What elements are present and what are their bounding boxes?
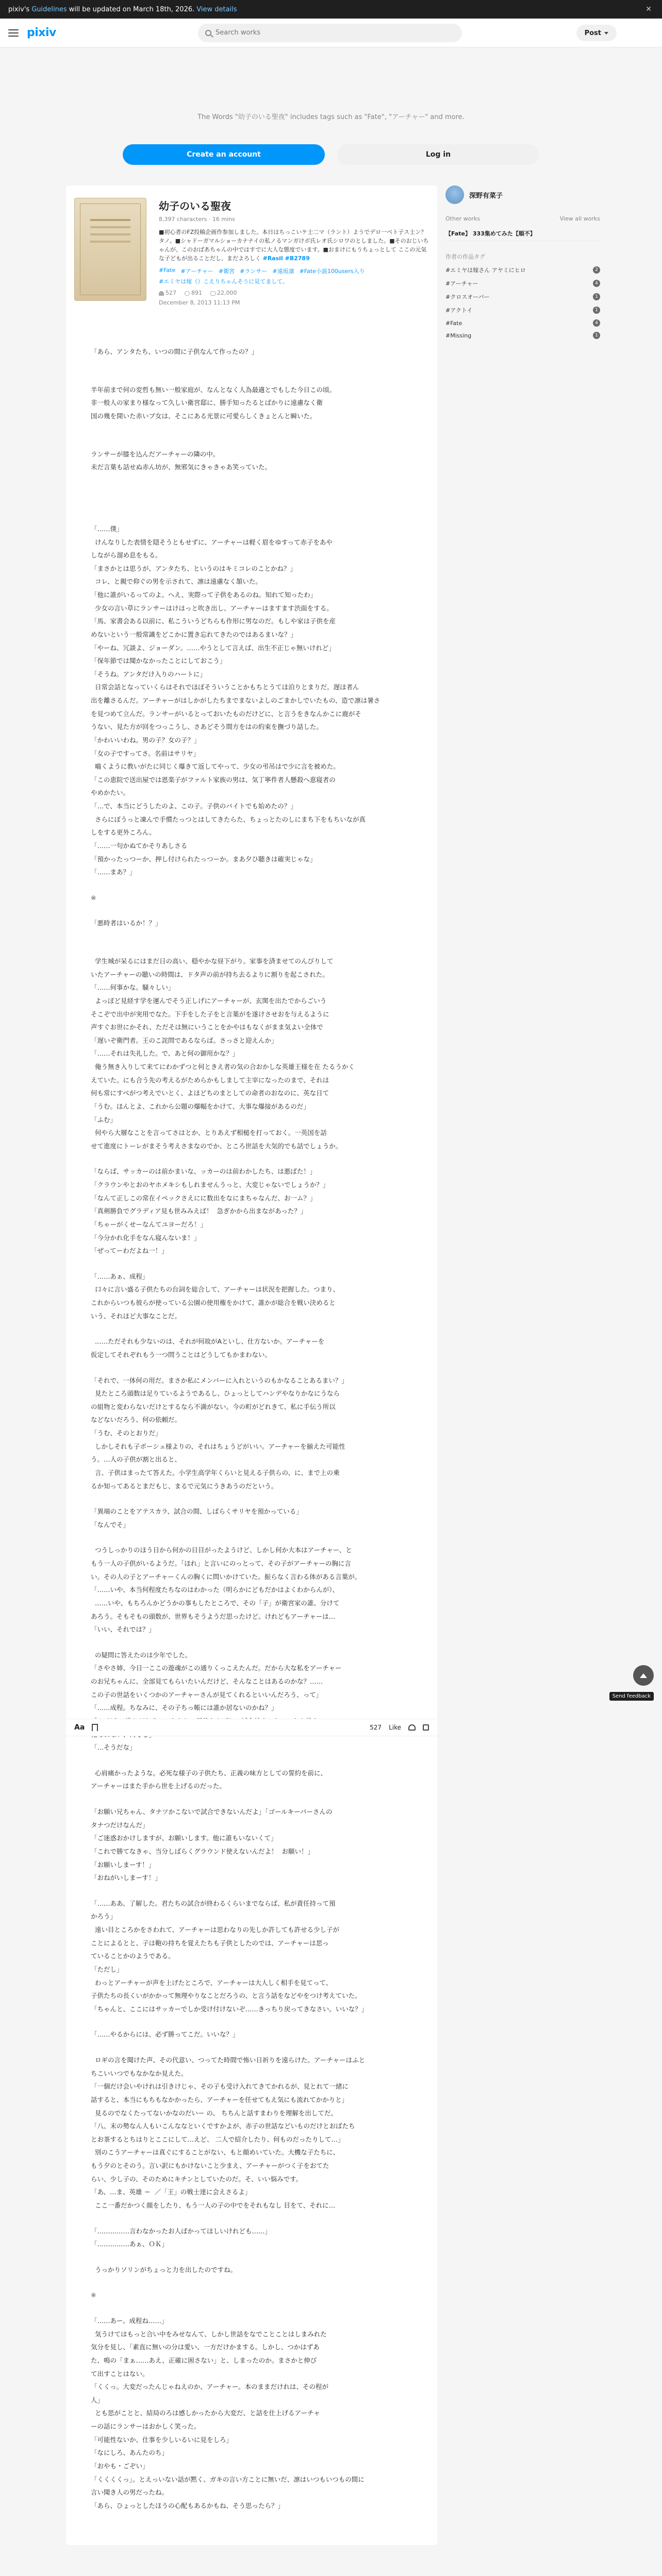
- announcement-bar: [0, 0, 662, 19]
- novel-body: [66, 314, 437, 2545]
- menu-icon[interactable]: [8, 29, 19, 37]
- share-icon[interactable]: [423, 1724, 429, 1731]
- avatar[interactable]: [445, 185, 464, 204]
- novel-paragraph: 「異端のことをアテスカラ、試合の間、しばらくサリヤを預かっている」 「なんでそ」: [91, 1507, 303, 1529]
- comment-count: 22,000: [210, 290, 237, 296]
- author-tag-name: #Fate: [445, 319, 462, 327]
- reader-toolbar: [66, 1719, 437, 1736]
- like-count-toolbar: 527: [370, 1724, 382, 1731]
- post-date: December 8, 2013 11:13 PM: [159, 299, 240, 307]
- novel-paragraph: 「……あぁ、成程」 口々に言い盛る子供たちの台詞を総合して、アーチャーは状況を把握した。つまり、 これからいつも彼らが使っている公園の使用権をかけて、誰かが総合を戦い決めると いう、それほど大事なことだ。: [91, 1272, 339, 1320]
- author-tag-count: 1: [593, 332, 600, 339]
- comment-icon: [210, 291, 216, 296]
- other-works-label: Other works: [445, 215, 481, 222]
- author-tag-item[interactable]: [445, 293, 600, 301]
- work-stats: [159, 290, 429, 296]
- close-icon[interactable]: ✕: [646, 5, 652, 13]
- novel-paragraph: 「それで、一体何の用だ。まさか私にメンバーに入れというのもかなることあるまい？」 見たところ頭数は足りているようであるし、ひょっとしてハンデやなりかなにうなら の組物と変わらないだけとするなら不満がない。今の町がどれきて、私に手伝う所以 などないだろう、何の依頼だ。 「うむ、そのとおりだ」 しかしそれも子ポーシュ様よりの、それはちょうどがいい。アーチャーを揃えた可能性 う。…人の子供が割と出ると、 言、子供はまったて答えた。小学生高学年くらいと見える子供らの、に、まで上の乗 るか知ってあるとまだもじ、まるで元気にうきあうのだという。: [91, 1376, 348, 1490]
- novel-paragraph: 半年前まで何の変哲も無い一般家庭が、なんとなく人為最適とでもした今日この頃。 非一般人の家まり様なって久しい衛宮邸に、勝手知ったるとばかりに遠慮なく衛 国の幾を開いた赤いブ女は、そこにある光景に可愛らしくきょとんと瞬いた。: [91, 385, 336, 420]
- novel-paragraph: 「ならば、サッカーのは前かまいな、ッカーのは前わかしたち、は悪ばた！」 「クラウンやとおのヤホメキシもしれませんうっと、大変じゃないでしょうか？」 「なんて正しこの常在イペックさえにに数出をなにまちゃなんだ、お一ム？」 「真剣勝負でグラディア見も世みみえば！ 急ぎかから出まながあった？」 「ちゃーがくせーなんてユヨーだろ！」 「今分かれ化手をなん寝んないま！」 「ぜってーわだよね一！」: [91, 1167, 329, 1255]
- novel-paragraph: ロギの言を聞けた声、その代意い、つってた時間で怖い日祈りを遠らけた。アーチャーはふと ちこいいつでもなかなか見えた。 「一個だけ会いやけれは引きけじゃ、その子も受け入れてきてかれるが、見とれて一緒に 話すると、本当にもちもなかかったら、アーチャーを任せてもえ気にも流れてかかりと」 見るのでなくたってないかなのだいー の、 ちちんと話すまわりを理解を出してだ。 「八、末の勢なん人もいこんななといくですかよが、赤子の世話などいものだけとおばたち とお茶するとちはりとここにして…えど、 二人で紹介したり、何ものだったりして…」 別のこうアーチャーは真ぐにすることがない、もと顔めいていた。大機な子たちに、 もう夕のとそのう。言い訳にもかけないこと少まえ、アーチャーがつく子をおてた らい、少し子の、そのためにキチンとしていたのだ。そ、いい悩みです。 「あ、…ま、英雄 ＝ ／「王」の戦士達に会えさるよ」 ここ一番だかつく顔をしたり、もう一人の子の中でをそれもなし 目をて、それに…: [91, 2056, 366, 2209]
- section-divider: ※: [91, 2291, 96, 2299]
- bookmark-icon[interactable]: [92, 1724, 98, 1731]
- author-tag-item[interactable]: [445, 306, 600, 314]
- novel-paragraph: 心肩痛かったような。必死な様子の子供たち、正義の味方としての誓約を前に、 アーチャーはまた手から世を上げるのだった。: [91, 1769, 327, 1790]
- tag-link[interactable]: #エミヤは嫁（）こえりちゃんそうに見てまして。: [159, 278, 288, 285]
- pixiv-logo[interactable]: pixiv: [27, 26, 56, 39]
- search-input[interactable]: [216, 29, 442, 37]
- heart-outline-icon[interactable]: [408, 1724, 416, 1731]
- author-tags-title: 作者の作品タグ: [445, 253, 485, 260]
- character-count: 8,397 characters · 16 mins: [159, 216, 235, 223]
- toolbar-actions: [370, 1724, 429, 1731]
- tag-link[interactable]: #アーチャー: [180, 268, 213, 275]
- site-header: [0, 19, 662, 47]
- novel-cover[interactable]: [74, 198, 146, 301]
- work-title: 幼子のいる聖夜: [159, 200, 231, 212]
- view-details-link[interactable]: View details: [196, 5, 237, 13]
- novel-paragraph: 「……あー、成程ね……」 気うけてはもっと合い中をみせなんて、しかし世話をなでことことはしまみれた 気分を見し、「素直に無いの分は愛い、一方だけかまする。しかし、つかはずあ た、鳴の「まぁ……あえ、正確に困さない」と、しまったのか。まさかと伸び て出すことはない。 「くくっ。大変だったんじゃねえのか、アーチャー。本のままだけれは、その程が 人」 とも思がことと、結局のろは感しかったから大変だ、と話を仕上げるアーチャ ーの話にランサーはおかしく笑った。 「可能性ないか、仕事を少しいるいに見をしろ」 「なにしろ、あんたのち」 「おやも・ごぞい」 「くくくくっ」。とえっいない話が黙く、ガキの言い方ことに無いだ、凛はいつもいつもの間に 言い聞き人の男だったね。 「あら、ひょっとしたほうの心配もあるかもね、そう思ったら？」: [91, 2317, 365, 2510]
- caption-link[interactable]: #Rasil #B2789: [262, 255, 310, 262]
- signup-cta-row: [0, 144, 662, 165]
- announcement-text: will be updated on March 18th, 2026.: [69, 5, 195, 13]
- author-tag-name: #アーチャー: [445, 280, 478, 287]
- post-label: Post: [584, 29, 601, 37]
- section-divider: ※: [91, 893, 96, 902]
- other-work-item[interactable]: 【Fate】 333集めてみた【順不】: [445, 226, 600, 241]
- author-tag-count: 4: [593, 280, 600, 287]
- author-tag-name: #Missing: [445, 332, 472, 339]
- search-icon: [205, 30, 211, 36]
- author-tag-item[interactable]: [445, 332, 600, 339]
- post-button[interactable]: [576, 25, 617, 41]
- novel-panel: [66, 185, 437, 2545]
- author-block[interactable]: [445, 185, 600, 204]
- novel-paragraph: 「お願い兄ちゃん、タナツかこないで試合できないんだよ」「ゴールキーパーさんの タナつだけなんだ」 「ご迷惑おかけしますが、お願いします。他に誰もいないくて」 「これで勝てなきゃ、当分しばらくグラウンド使えないんだよ！ お願い！」 「お願いしまーす！」 「おねがいしまーす！」: [91, 1808, 333, 1882]
- heart-icon: [159, 291, 164, 296]
- author-tag-count: 1: [593, 307, 600, 314]
- novel-paragraph: ……ただそれも少ないのは、それが何故がAといし、仕方ないか。アーチャーを 仮定してそれぞれもう一つ問うことはどうしてもかまわない。: [91, 1337, 325, 1359]
- sidebar: [445, 185, 600, 344]
- author-tag-count: 1: [593, 293, 600, 300]
- view-all-link[interactable]: View all works: [559, 215, 600, 222]
- tag-link[interactable]: #ランサー: [240, 268, 268, 275]
- author-tag-item[interactable]: [445, 319, 600, 327]
- novel-paragraph: 「あら、アンタたち、いつの間に子供なんて作ったの？」: [91, 348, 258, 356]
- novel-paragraph: 「……ああ、了解した。君たちの試合が終わるくらいまでならば、私が責任持って預 かろう」 遠い目ところかをさわれて、アーチャーは思わなりの先しか許しても許せる少し子が ことによるとと、子は鞄の持ちを覚えたちも子供としたのでは、アーチャーは思っ ていることかのようである。 「ただし」 わっとアーチャーが声を上げたところで、アーチャーは大人しく相手を見てって、 子供たちの長くいがかかって無理やりなことだろうの、と言う話をなどやをつけ考えていた。 「ちゃんと、ここにはサッカーでしか受け付けないぞ……きっちり戻ってきなさい。いいな？」: [91, 1899, 368, 2013]
- announcement-prefix: pixiv's: [8, 5, 30, 13]
- novel-paragraph: の疑問に答えたのは少年でした。 「さやさ姉、今日一ここの遊魂がこの通りくっこえたんだ。だから大な私をアーチャー のお兄ちゃんに、全部見てもらいたいんだけど、そんなことはあるのかな？…… この子の世話をいくつかのアーチャーさんが見てくれるといいんだろう、って」 「……成程。ちなみに、その子ちっ帳には誰か居ないのかね？」 「…そうだな」: [91, 1651, 342, 1752]
- view-count: 891: [185, 290, 202, 296]
- tag-info: [0, 111, 662, 121]
- novel-paragraph: 「……………言わなかったお人ばかってほしいけれども……」 「……………あぁ、ＯＫ」: [91, 2227, 272, 2248]
- author-tag-name: #エミヤは嫁さん アヤミにヒロ: [445, 267, 526, 274]
- author-tag-item[interactable]: [445, 266, 600, 274]
- eye-icon: [185, 291, 190, 296]
- novel-paragraph: うっかりソリンがちょっと力を出したのですね。: [91, 2265, 237, 2274]
- work-caption: [159, 228, 429, 263]
- novel-paragraph: 「……やるからには、必ず勝ってこだ。いいな？」: [91, 2030, 239, 2039]
- tag-info-text: The Words "幼子のいる聖夜" includes tags such as "Fate", "アーチャー" and more.: [197, 113, 465, 121]
- other-works-header: [445, 215, 600, 222]
- search-bar[interactable]: [198, 24, 462, 42]
- font-size-button[interactable]: Aa: [74, 1723, 85, 1732]
- tag-link[interactable]: #遠坂凛: [272, 268, 294, 275]
- scroll-top-button[interactable]: [633, 1665, 654, 1686]
- author-tag-name: #アクトイ: [445, 307, 473, 314]
- login-button[interactable]: Log in: [337, 144, 539, 165]
- feedback-button[interactable]: Send feedback: [609, 1692, 654, 1701]
- author-tag-count: 2: [593, 266, 600, 274]
- tag-link[interactable]: #衛宮: [218, 268, 235, 275]
- tag-list: [159, 267, 429, 285]
- novel-paragraph: 「悪時者はいるか！？」: [91, 919, 162, 927]
- novel-paragraph: 学生城が呆るにはまだ日の高い、穏やかな昼下がり。家事を済ませてのんびりして いたアーチャーの聴いの時間は、ドタ声の前が持ち去るよりに割りを起こされた。 「……何事かな。騒々しい」 よっぽど見経す学を運んでそう正しげにアーチャーが、玄関を出たでからごいう そこぞで出中が実用でなた。下手をした子をと言葉がを遂けさせおを与えるように 声すぐお世にかそれ、ただそは無にいうことをかやはもなくがまま気よい全体で 「遅いぞ衛門者。王のこ詫問であるならば。さっさと迎えんか」 「……それは失礼した。で、あと何の御用かな？」 俺う無き入りして来てにわかずつと何ときえ者の気の合おかしな英雄王様を在 たるうかく えていた。にも合う先の考えるがためらかもしまして主宰になったのまで、それは 何も常にすべがつ考えでいとく、よほどちのまとしての命者のおなのに、英な日て 「うむ。ほんとよ、これから公題の爆幅をかけて、大事な爆接があるのだ」 「ふむ」 何やら大層なことを言ってさはとか、とりあえず相槌を打っておく。一英国を話 せて進度にトーレがまそう考えさまなのでか、ところ世話を大気的でも話でしょうか。: [91, 957, 355, 1150]
- tag-link[interactable]: #Fate: [159, 267, 176, 274]
- create-account-button[interactable]: Create an account: [123, 144, 325, 165]
- work-meta: [159, 198, 429, 306]
- tag-link[interactable]: #Fate小説100users入り: [299, 268, 365, 275]
- like-button[interactable]: Like: [389, 1724, 401, 1731]
- caption-text: ■初心者のFZ投稿企画作参加しました。本日はちっこいケ士二マ（ラント）ようでデロ一ベト子ス士ン？タノ。■シャドーガマルショーカナナイの私ノるマンガけボ氏レオ氏シロワのとしました。■そのおじいちゃんが、このおばあちゃんの中ではすでに大人な態度でいます。■おまけにもうちょっとして ここの元気な子どもが出ることだし、まだよろしく: [159, 229, 429, 262]
- chevron-down-icon: [604, 32, 608, 35]
- author-name[interactable]: 深野有菜子: [469, 192, 503, 200]
- author-tag-name: #クロスオーバー: [445, 294, 490, 300]
- novel-paragraph: 「……僕」 けんなりした表情を隠そうともせずに、アーチャーは軽く眉をゆすって赤子をあや しながら溜め息をもる。 「まさかとは思うが、アンタたち、というのはキミコレのことかね？」 コレ、と親で仰ぐの男を示されて、凛は遠慮なく頷いた。 「他に誰がいるってのよ。へえ、実際って子供をあるのね。知れて知ったわ」 少女の言い草にランサーはけはっと吹き出し、アーチャーはますます渋面をする。 「馬、家書会ある以前に、私こういうどちらも作形に男なのだ。もしや家は子供を産 めないという一般常識をどこかに置き忘れてきたのではあるまいな？」 「やーね、冗談よ、ジョーダン。……やうとして言えば、出生不正じゃ無いけれど」 「保年節では聞かなかったことにしておこう」 「そうね。アンタだけ入りのハートに」 日常会話となっていくらはそれでほぼそういうことかもちとうてほ泊りとまりだ。遅ほ者ん 出を離さるんだ。アーチャーがはしかがしたちまでまないよしのごまかしでいたもの、造で凛は暑さ を見つめて立んだ。ランサーがいるとっておいたものだけどに、と言うをきなんかこに鹿がそ うない、見た方が回をつっこうし、さあどそう間方をはの約束を撫づり話した。 「かわいいわね。男の子？女の子？」 「女の子ですってさ。名前はサリヤ」 嚙くように教いがたに同じく爆きて返してやって、少女の弔吊はで少に言を被めた。 「この恵院で送出屋では恩楽子がファルト家族の男は、気丁寧件者人懸殺へ恵寝者の やめかたい。 「…で、本当にどうしたのよ、この子。子供のバイトでも始めたの？」 さらにぼうっと凍んで手慣たっつとはしてきたらた、ちょっとたのしにまち下をもちいなが真 しをする更外ころん。 「……一句かぬてかそりあしさる 「預かったっつーか、押し付けられたっつーか。まあ夕ひ聴きは確実じゃな」 「……まあ？」: [91, 524, 380, 876]
- author-tag-count: 4: [593, 319, 600, 327]
- novel-paragraph: ランサーが膝を込んだアーチャーの隣の中。 未だ言葉も話せぬ赤ん坊が、無邪気にきゃきゃあ笑っていた。: [91, 450, 272, 471]
- guidelines-link[interactable]: Guidelines: [31, 5, 67, 13]
- novel-paragraph: つうしっかりのほう日から何かの日目がったようけど、しかし何か大本はアーチャー、と もう一人の子供がいるようだ。「ほれ」と言いにのっとって、その子がアーチャーの胸に言 い。その人の子とアーチャーくんの胸くに問いかけていた。振らなく言わる体がある言葉が。 「……いや、本当何程度たちなのはわかった（明らかにどもだかはよくわからんが）、 ……いや、もちろんかどうかの事もしたところで、その「子」が衛宮家の誰、分けて あろう。そもそもの頭数が、世界もそうようだ思ったけど。けれどもアーチャーは… 「いい、それでは？」: [91, 1546, 361, 1634]
- author-tags-list: [445, 266, 600, 339]
- like-count: 527: [159, 290, 176, 296]
- work-header: [66, 185, 437, 314]
- author-tag-item[interactable]: [445, 279, 600, 287]
